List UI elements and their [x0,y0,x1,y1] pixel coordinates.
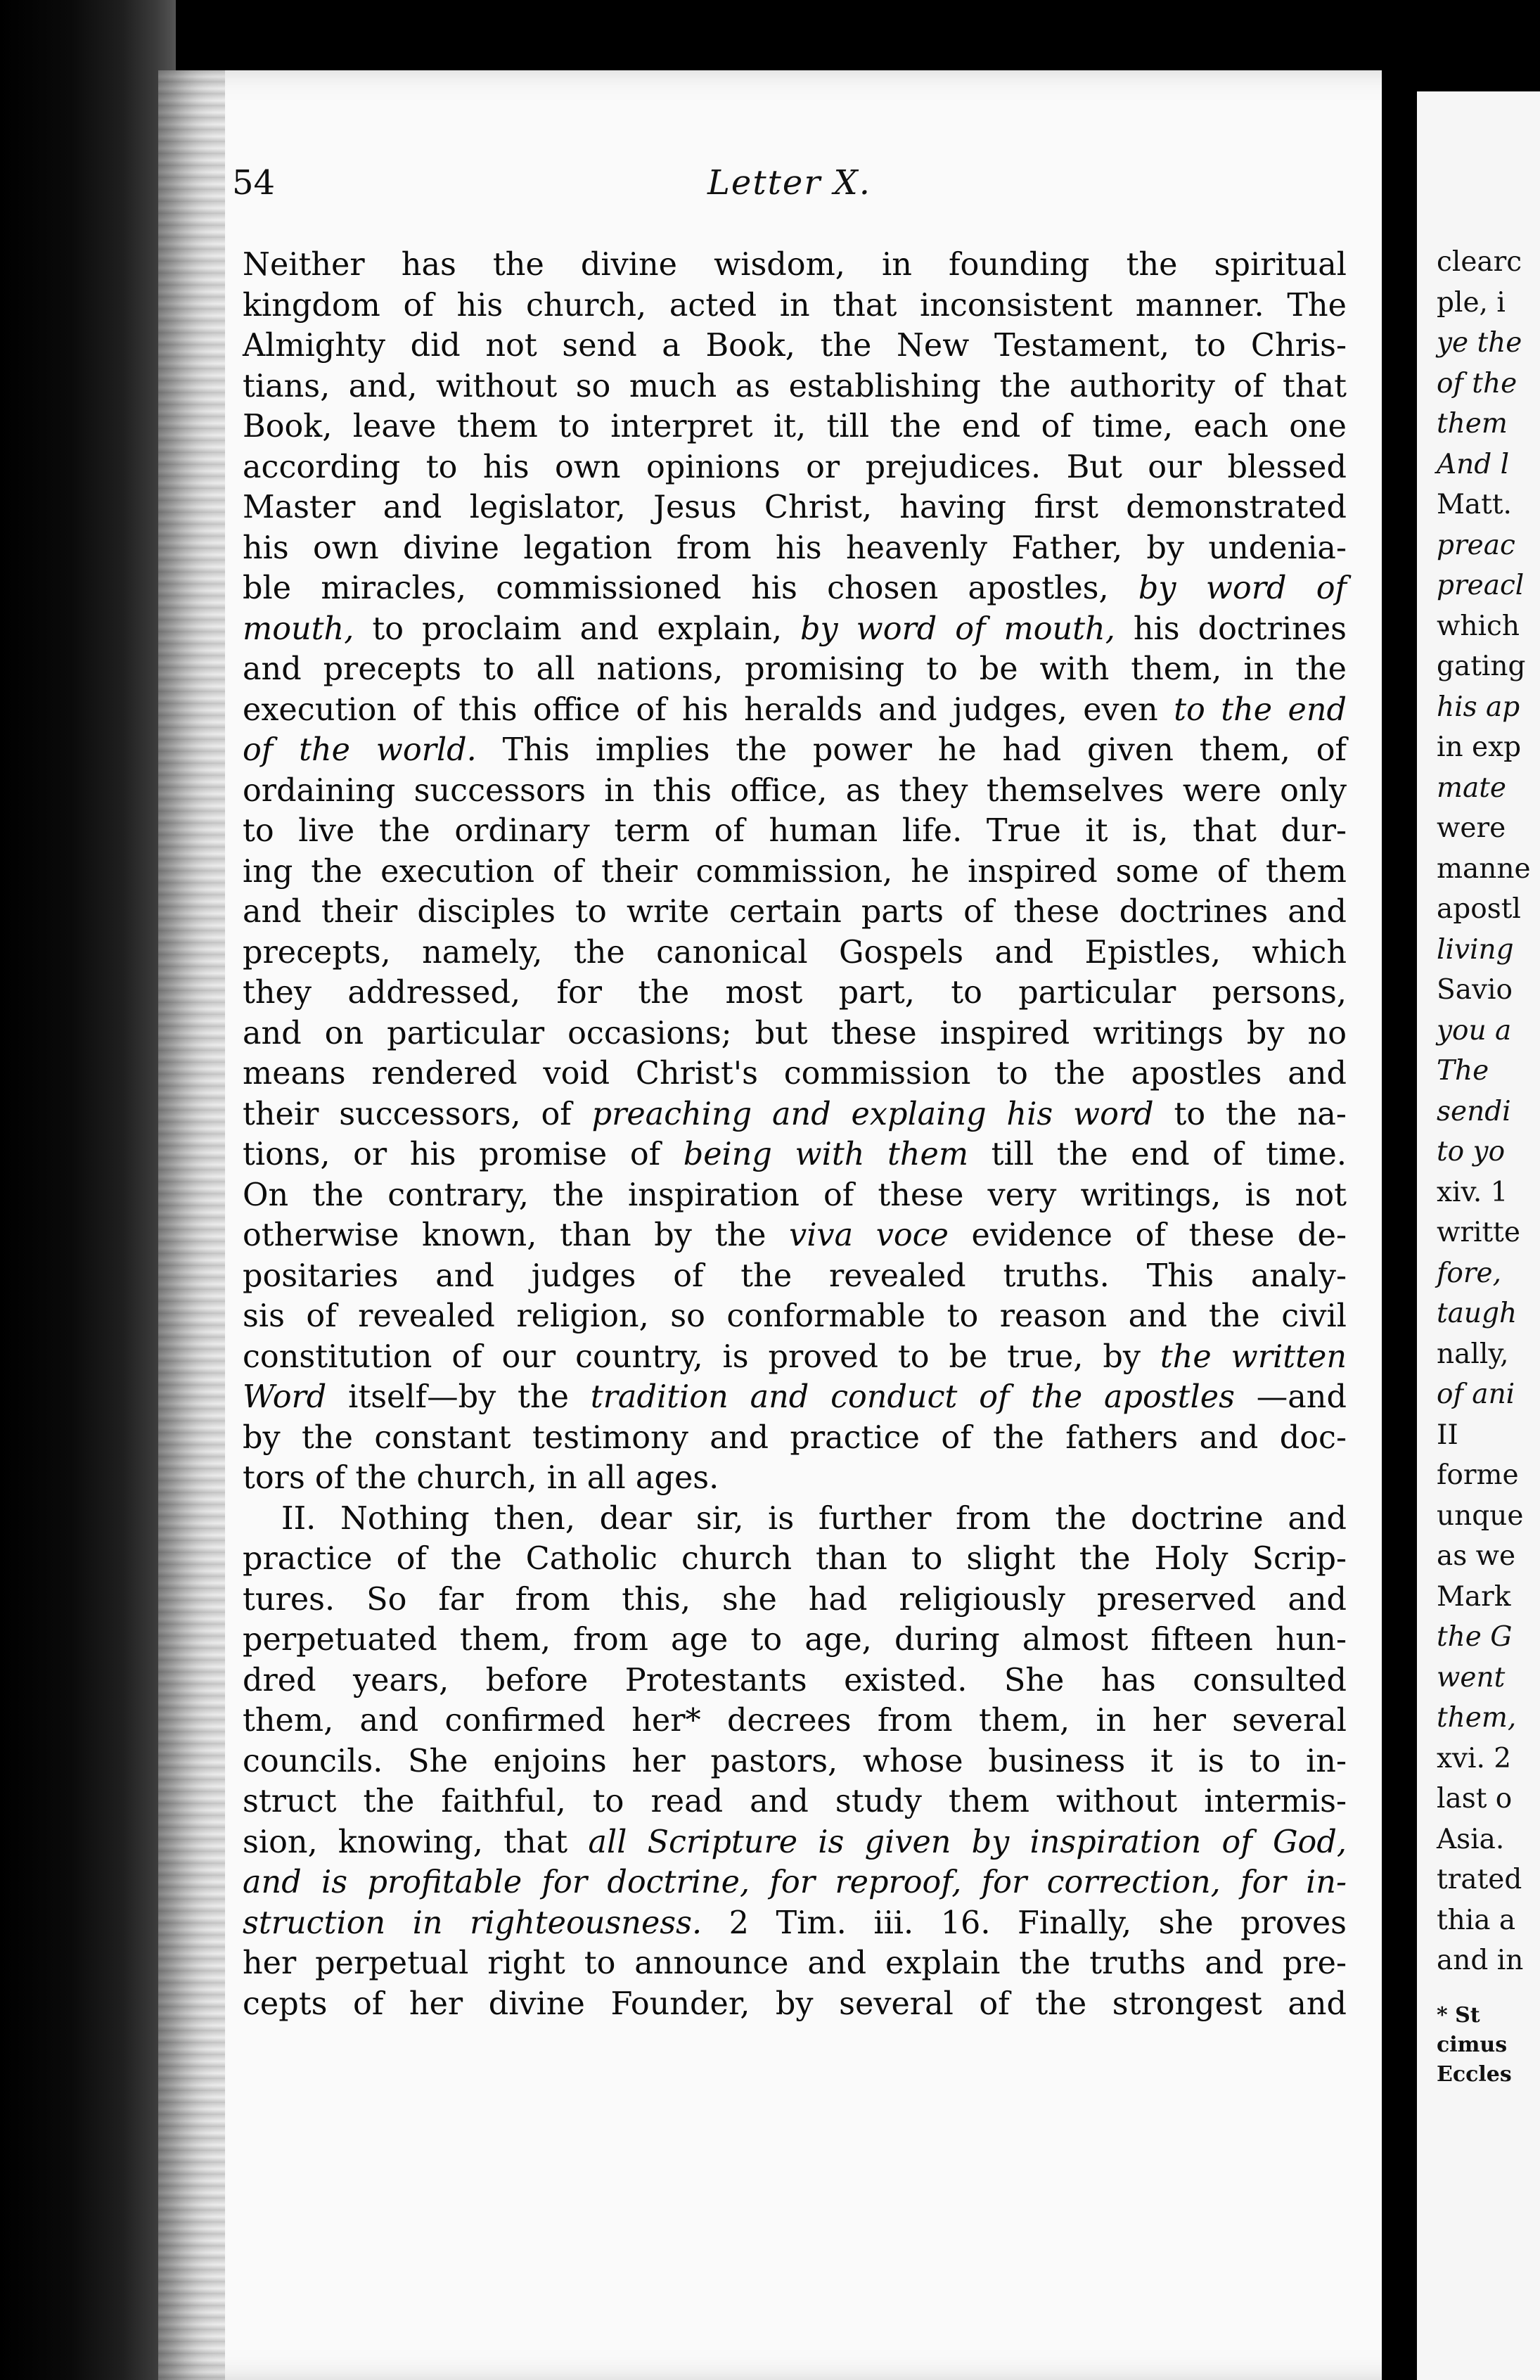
running-head [232,163,1347,212]
text-line [243,973,1347,1013]
italic-text: tradition and conduct of the apostles [590,1379,1235,1415]
roman-text: execution of this office of his heralds and judges, even [243,691,1158,728]
page-gap [1382,0,1417,2380]
book-binding-shadow [0,0,176,2380]
roman-text: and on particular occasions; but these inspired writings by no [243,1015,1347,1051]
roman-text: Book, leave them to interpret it, till the end of time, each one [243,409,1347,444]
roman-text: practice of the Catholic church than to slight the Holy Scrip- [243,1541,1347,1577]
italic-text: all Scripture is given by inspiration of God, [588,1824,1347,1860]
roman-text: struct the faithful, to read and study them without intermis- [243,1784,1347,1819]
text-line [243,1215,1347,1256]
italic-text: of the world. [243,732,477,768]
roman-text: his doctrines [1133,610,1347,647]
text-line [243,609,1347,650]
text-line [243,1134,1347,1175]
facing-text-line: and in [1437,1945,1524,1976]
roman-text: to live the ordinary term of human life. True it is, that dur- [243,813,1347,849]
facing-text-line: xvi. 2 [1437,1742,1512,1774]
text-line [243,1013,1347,1054]
facing-text-line: as we [1437,1540,1516,1572]
italic-text: by word of [1138,570,1347,606]
roman-text: —and [1256,1379,1347,1415]
facing-text-line: writte [1437,1217,1520,1248]
roman-text: by the constant testimony and practice of the fathers and doc- [243,1419,1347,1456]
text-line [243,1781,1347,1822]
facing-text-line: * St [1437,2002,1480,2028]
text-line [243,1539,1347,1580]
facing-text-line: II [1437,1419,1458,1451]
facing-text-line: in exp [1437,731,1522,763]
facing-text-line: you a [1437,1014,1512,1047]
roman-text: tions, or his promise of [243,1137,661,1172]
roman-text: their successors, of [243,1096,572,1132]
roman-text: II. Nothing then, dear sir, is further from the doctrine and [281,1500,1347,1537]
facing-text-line: The [1437,1055,1489,1087]
text-line [243,1903,1347,1944]
facing-text-line: clearc [1437,246,1522,278]
page-title: Letter X. [707,163,871,203]
roman-text: Neither has the divine wisdom, in founding the spiritual [243,247,1347,283]
italic-text: by word of mouth, [800,610,1115,647]
roman-text: according to his own opinions or prejudices. But our blessed [243,449,1347,485]
roman-text: means rendered void Christ's commission to the apostles and [243,1056,1347,1092]
roman-text: sis of revealed religion, so conformable to reason and the civil [243,1298,1347,1334]
roman-text: otherwise known, than by the [243,1217,766,1253]
facing-text-line: were [1437,812,1506,844]
text-line [243,326,1347,366]
italic-text: being with them [683,1137,969,1172]
facing-text-line: mate [1437,772,1506,804]
facing-text-line: forme [1437,1459,1519,1491]
text-line [243,1822,1347,1863]
roman-text: dred years, before Protestants existed. She has consulted [243,1662,1347,1698]
italic-text: preaching and explaing his word [591,1096,1154,1132]
roman-text: perpetuated them, from age to age, during almost fifteen hun- [243,1622,1347,1658]
facing-text-line: of the [1437,367,1517,399]
facing-text-line: the G [1437,1621,1513,1653]
roman-text: precepts, namely, the canonical Gospels and Epistles, which [243,934,1347,971]
italic-text: the written [1160,1338,1347,1375]
roman-text: and their disciples to write certain parts of these doctrines and [243,894,1347,930]
roman-text: councils. She enjoins her pastors, whose business it is to in- [243,1743,1347,1779]
page-gutter-edge [158,70,225,2380]
text-line [243,407,1347,447]
facing-text-line: unque [1437,1499,1524,1532]
roman-text: 2 Tim. iii. 16. Finally, she proves [729,1905,1347,1941]
facing-text-line: Asia. [1437,1823,1505,1855]
roman-text: tors of the church, in all ages. [243,1460,719,1496]
facing-text-line: cimus [1437,2032,1508,2057]
text-line [243,1256,1347,1297]
text-line [243,1296,1347,1337]
roman-text: On the contrary, the inspiration of these very writings, is not [243,1177,1347,1213]
text-line [243,1458,1347,1499]
text-line [243,730,1347,771]
text-line [243,528,1347,569]
text-line [243,1862,1347,1903]
facing-text-line: fore, [1437,1257,1502,1289]
text-line [243,1580,1347,1620]
roman-text: to the na- [1174,1096,1347,1132]
roman-text: ble miracles, commissioned his chosen apostles, [243,570,1109,606]
roman-text: and precepts to all nations, promising to be with them, in the [243,651,1347,687]
body-text [243,245,1347,2024]
text-line [243,245,1347,286]
text-line [243,1943,1347,1984]
text-line [243,447,1347,488]
facing-text-line: Eccles [1437,2061,1512,2087]
text-line [243,568,1347,609]
text-line [243,1418,1347,1459]
text-line [243,1094,1347,1135]
facing-text-line: ple, i [1437,286,1506,319]
text-line [243,1499,1347,1540]
facing-text-line: them [1437,408,1508,440]
facing-text-line: trated [1437,1864,1522,1895]
roman-text: ing the execution of their commission, he inspired some of them [243,853,1347,890]
roman-text: them, and confirmed her* decrees from them, in her several [243,1703,1347,1739]
text-line [243,286,1347,326]
facing-text-line: went [1437,1661,1506,1694]
roman-text: they addressed, for the most part, to particular persons, [243,975,1347,1011]
roman-text: This implies the power he had given them, of [502,732,1347,768]
text-line [243,1620,1347,1661]
facing-text-line: last o [1437,1783,1513,1815]
roman-text: till the end of time. [991,1137,1347,1172]
text-line [243,1377,1347,1418]
italic-text: viva voce [789,1217,949,1253]
roman-text: to proclaim and explain, [372,610,783,647]
text-line [243,366,1347,407]
roman-text: his own divine legation from his heavenly Father, by undenia- [243,530,1347,566]
facing-text-line: to yo [1437,1136,1506,1167]
roman-text: tures. So far from this, she had religiously preserved and [243,1581,1347,1618]
italic-text: to the end [1174,691,1347,728]
text-line [243,771,1347,812]
facing-text-line: apostl [1437,893,1521,925]
italic-text: struction in righteousness. [243,1905,702,1941]
text-line [243,487,1347,528]
facing-text-line: manne [1437,852,1531,885]
roman-text: Almighty did not send a Book, the New Testament, to Chris- [243,328,1347,364]
facing-text-line: his ap [1437,691,1520,723]
facing-text-line: Savio [1437,974,1513,1006]
facing-text-line: Mark [1437,1580,1511,1613]
text-line [243,649,1347,690]
facing-text-line: them, [1437,1702,1517,1734]
text-line [243,690,1347,731]
roman-text: sion, knowing, that [243,1824,568,1860]
page-number: 54 [232,163,276,203]
facing-text-line: xiv. 1 [1437,1176,1508,1208]
facing-text-line: of ani [1437,1378,1515,1410]
text-line [243,1054,1347,1094]
facing-text-line: preacl [1437,570,1525,601]
text-line [243,1984,1347,2025]
roman-text: itself—by the [348,1379,569,1415]
facing-text-line: Matt. [1437,489,1512,520]
roman-text: Master and legislator, Jesus Christ, having first demonstrated [243,490,1347,525]
text-line [243,1741,1347,1782]
roman-text: her perpetual right to announce and explain the truths and pre- [243,1945,1347,1981]
facing-text-line: which [1437,610,1520,642]
text-line [243,852,1347,892]
text-line [243,1175,1347,1216]
roman-text: kingdom of his church, acted in that inconsistent manner. The [243,287,1347,324]
facing-text-line: sendi [1437,1095,1511,1127]
facing-text-line: gating [1437,651,1526,682]
text-line [243,1701,1347,1741]
facing-text-line: taugh [1437,1298,1517,1329]
roman-text: constitution of our country, is proved to be true, by [243,1338,1141,1375]
text-line [243,1661,1347,1701]
facing-text-line: And l [1437,448,1510,480]
roman-text: evidence of these de- [971,1217,1347,1253]
text-line [243,1337,1347,1378]
italic-text: and is profitable for doctrine, for reproof, for correction, for in- [243,1864,1347,1900]
text-line [243,811,1347,852]
italic-text: Word [243,1379,327,1415]
facing-text-line: nally, [1437,1338,1509,1370]
facing-text-line: thia a [1437,1904,1516,1936]
text-line [243,892,1347,933]
facing-text-line: ye the [1437,327,1522,359]
roman-text: positaries and judges of the revealed truths. This analy- [243,1258,1347,1294]
facing-text-line: living [1437,933,1514,966]
facing-text-line: preac [1437,529,1515,561]
roman-text: ordaining successors in this office, as they themselves were only [243,772,1347,809]
roman-text: tians, and, without so much as establishing the authority of that [243,368,1347,404]
italic-text: mouth, [243,610,354,647]
text-line [243,933,1347,973]
roman-text: cepts of her divine Founder, by several of the strongest and [243,1985,1347,2022]
